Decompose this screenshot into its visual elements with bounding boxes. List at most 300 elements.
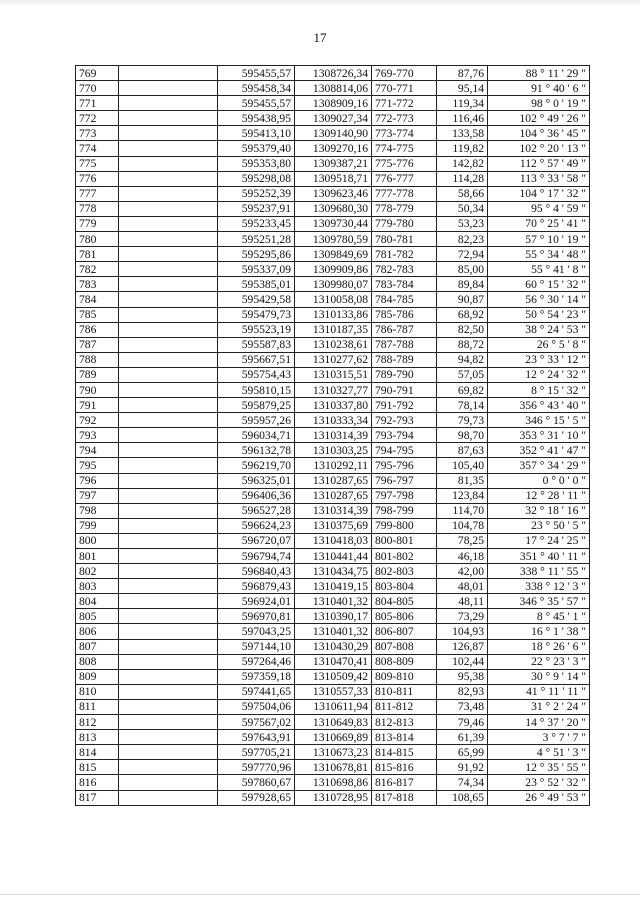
segment-cell: 803-804	[372, 579, 437, 594]
blank-cell	[119, 126, 218, 141]
point-number-cell: 771	[76, 96, 119, 111]
x-coordinate-cell: 595251,28	[218, 232, 295, 247]
blank-cell	[119, 503, 218, 518]
segment-cell: 794-795	[372, 443, 437, 458]
segment-cell: 810-811	[372, 684, 437, 699]
point-number-cell: 811	[76, 699, 119, 714]
segment-cell: 782-783	[372, 262, 437, 277]
table-row	[76, 443, 590, 458]
segment-cell: 775-776	[372, 156, 437, 171]
direction-angle-cell: 30 ° 9 ' 14 "	[488, 669, 590, 684]
point-number-cell: 770	[76, 81, 119, 96]
length-cell: 78,14	[437, 398, 488, 413]
x-coordinate-cell: 595252,39	[218, 186, 295, 201]
direction-angle-cell: 12 ° 28 ' 11 "	[488, 488, 590, 503]
table-row	[76, 322, 590, 337]
point-number-cell: 775	[76, 156, 119, 171]
y-coordinate-cell: 1309909,86	[295, 262, 372, 277]
y-coordinate-cell: 1310673,23	[295, 745, 372, 760]
point-number-cell: 802	[76, 564, 119, 579]
segment-cell: 816-817	[372, 775, 437, 790]
direction-angle-cell: 357 ° 34 ' 29 "	[488, 458, 590, 473]
x-coordinate-cell: 596219,70	[218, 458, 295, 473]
table-row	[76, 216, 590, 231]
y-coordinate-cell: 1310470,41	[295, 654, 372, 669]
length-cell: 126,87	[437, 639, 488, 654]
length-cell: 46,18	[437, 549, 488, 564]
segment-cell: 798-799	[372, 503, 437, 518]
point-number-cell: 801	[76, 549, 119, 564]
table-row	[76, 473, 590, 488]
x-coordinate-cell: 595455,57	[218, 96, 295, 111]
segment-cell: 781-782	[372, 247, 437, 262]
segment-cell: 799-800	[372, 518, 437, 533]
blank-cell	[119, 699, 218, 714]
x-coordinate-cell: 595523,19	[218, 322, 295, 337]
blank-cell	[119, 262, 218, 277]
direction-angle-cell: 104 ° 17 ' 32 "	[488, 186, 590, 201]
y-coordinate-cell: 1310314,39	[295, 428, 372, 443]
blank-cell	[119, 382, 218, 397]
blank-cell	[119, 760, 218, 775]
direction-angle-cell: 102 ° 20 ' 13 "	[488, 141, 590, 156]
blank-cell	[119, 669, 218, 684]
y-coordinate-cell: 1309623,46	[295, 186, 372, 201]
y-coordinate-cell: 1310292,11	[295, 458, 372, 473]
direction-angle-cell: 26 ° 5 ' 8 "	[488, 337, 590, 352]
table-row	[76, 609, 590, 624]
point-number-cell: 815	[76, 760, 119, 775]
blank-cell	[119, 549, 218, 564]
direction-angle-cell: 16 ° 1 ' 38 "	[488, 624, 590, 639]
direction-angle-cell: 17 ° 24 ' 25 "	[488, 533, 590, 548]
direction-angle-cell: 338 ° 11 ' 55 "	[488, 564, 590, 579]
x-coordinate-cell: 596132,78	[218, 443, 295, 458]
x-coordinate-cell: 597770,96	[218, 760, 295, 775]
segment-cell: 779-780	[372, 216, 437, 231]
direction-angle-cell: 113 ° 33 ' 58 "	[488, 171, 590, 186]
segment-cell: 791-792	[372, 398, 437, 413]
y-coordinate-cell: 1310133,86	[295, 307, 372, 322]
segment-cell: 804-805	[372, 594, 437, 609]
length-cell: 95,38	[437, 669, 488, 684]
point-number-cell: 794	[76, 443, 119, 458]
blank-cell	[119, 790, 218, 805]
table-row	[76, 745, 590, 760]
point-number-cell: 769	[76, 66, 119, 81]
length-cell: 98,70	[437, 428, 488, 443]
segment-cell: 815-816	[372, 760, 437, 775]
y-coordinate-cell: 1310315,51	[295, 367, 372, 382]
point-number-cell: 807	[76, 639, 119, 654]
direction-angle-cell: 88 ° 11 ' 29 "	[488, 66, 590, 81]
blank-cell	[119, 277, 218, 292]
table-row	[76, 775, 590, 790]
y-coordinate-cell: 1309270,16	[295, 141, 372, 156]
blank-cell	[119, 367, 218, 382]
table-row	[76, 488, 590, 503]
direction-angle-cell: 0 ° 0 ' 0 "	[488, 473, 590, 488]
blank-cell	[119, 66, 218, 81]
blank-cell	[119, 398, 218, 413]
blank-cell	[119, 473, 218, 488]
y-coordinate-cell: 1310238,61	[295, 337, 372, 352]
blank-cell	[119, 624, 218, 639]
blank-cell	[119, 443, 218, 458]
table-row	[76, 262, 590, 277]
table-row	[76, 247, 590, 262]
direction-angle-cell: 14 ° 37 ' 20 "	[488, 715, 590, 730]
table-row	[76, 307, 590, 322]
y-coordinate-cell: 1310401,32	[295, 624, 372, 639]
blank-cell	[119, 96, 218, 111]
point-number-cell: 809	[76, 669, 119, 684]
table-row	[76, 458, 590, 473]
x-coordinate-cell: 596527,28	[218, 503, 295, 518]
direction-angle-cell: 23 ° 50 ' 5 "	[488, 518, 590, 533]
table-row	[76, 715, 590, 730]
x-coordinate-cell: 595438,95	[218, 111, 295, 126]
blank-cell	[119, 307, 218, 322]
table-row	[76, 398, 590, 413]
length-cell: 69,82	[437, 382, 488, 397]
table-row	[76, 518, 590, 533]
direction-angle-cell: 102 ° 49 ' 26 "	[488, 111, 590, 126]
segment-cell: 772-773	[372, 111, 437, 126]
length-cell: 78,25	[437, 533, 488, 548]
blank-cell	[119, 81, 218, 96]
length-cell: 114,28	[437, 171, 488, 186]
y-coordinate-cell: 1310277,62	[295, 352, 372, 367]
point-number-cell: 795	[76, 458, 119, 473]
y-coordinate-cell: 1310434,75	[295, 564, 372, 579]
x-coordinate-cell: 595429,58	[218, 292, 295, 307]
blank-cell	[119, 730, 218, 745]
table-row	[76, 367, 590, 382]
length-cell: 82,50	[437, 322, 488, 337]
segment-cell: 777-778	[372, 186, 437, 201]
y-coordinate-cell: 1309849,69	[295, 247, 372, 262]
blank-cell	[119, 654, 218, 669]
y-coordinate-cell: 1309140,90	[295, 126, 372, 141]
segment-cell: 778-779	[372, 201, 437, 216]
length-cell: 79,73	[437, 413, 488, 428]
point-number-cell: 791	[76, 398, 119, 413]
direction-angle-cell: 56 ° 30 ' 14 "	[488, 292, 590, 307]
y-coordinate-cell: 1310728,95	[295, 790, 372, 805]
segment-cell: 771-772	[372, 96, 437, 111]
segment-cell: 813-814	[372, 730, 437, 745]
point-number-cell: 772	[76, 111, 119, 126]
point-number-cell: 783	[76, 277, 119, 292]
x-coordinate-cell: 597504,06	[218, 699, 295, 714]
direction-angle-cell: 22 ° 23 ' 3 "	[488, 654, 590, 669]
blank-cell	[119, 247, 218, 262]
length-cell: 82,93	[437, 684, 488, 699]
y-coordinate-cell: 1310187,35	[295, 322, 372, 337]
x-coordinate-cell: 597928,65	[218, 790, 295, 805]
direction-angle-cell: 32 ° 18 ' 16 "	[488, 503, 590, 518]
table-row	[76, 141, 590, 156]
table-row	[76, 654, 590, 669]
blank-cell	[119, 533, 218, 548]
direction-angle-cell: 60 ° 15 ' 32 "	[488, 277, 590, 292]
scan-top-edge	[0, 0, 640, 6]
x-coordinate-cell: 595385,01	[218, 277, 295, 292]
point-number-cell: 785	[76, 307, 119, 322]
blank-cell	[119, 518, 218, 533]
point-number-cell: 806	[76, 624, 119, 639]
x-coordinate-cell: 596970,81	[218, 609, 295, 624]
length-cell: 68,92	[437, 307, 488, 322]
direction-angle-cell: 55 ° 41 ' 8 "	[488, 262, 590, 277]
table-row	[76, 292, 590, 307]
direction-angle-cell: 104 ° 36 ' 45 "	[488, 126, 590, 141]
direction-angle-cell: 26 ° 49 ' 53 "	[488, 790, 590, 805]
y-coordinate-cell: 1310327,77	[295, 382, 372, 397]
blank-cell	[119, 775, 218, 790]
direction-angle-cell: 12 ° 24 ' 32 "	[488, 367, 590, 382]
direction-angle-cell: 356 ° 43 ' 40 "	[488, 398, 590, 413]
length-cell: 57,05	[437, 367, 488, 382]
x-coordinate-cell: 597043,25	[218, 624, 295, 639]
length-cell: 105,40	[437, 458, 488, 473]
x-coordinate-cell: 596840,43	[218, 564, 295, 579]
table-row	[76, 81, 590, 96]
blank-cell	[119, 745, 218, 760]
x-coordinate-cell: 595353,80	[218, 156, 295, 171]
length-cell: 53,23	[437, 216, 488, 231]
direction-angle-cell: 55 ° 34 ' 48 "	[488, 247, 590, 262]
x-coordinate-cell: 597860,67	[218, 775, 295, 790]
x-coordinate-cell: 595413,10	[218, 126, 295, 141]
point-number-cell: 790	[76, 382, 119, 397]
y-coordinate-cell: 1310314,39	[295, 503, 372, 518]
blank-cell	[119, 413, 218, 428]
blank-cell	[119, 216, 218, 231]
y-coordinate-cell: 1310678,81	[295, 760, 372, 775]
length-cell: 88,72	[437, 337, 488, 352]
point-number-cell: 777	[76, 186, 119, 201]
table-row	[76, 352, 590, 367]
direction-angle-cell: 8 ° 15 ' 32 "	[488, 382, 590, 397]
segment-cell: 800-801	[372, 533, 437, 548]
direction-angle-cell: 346 ° 15 ' 5 "	[488, 413, 590, 428]
x-coordinate-cell: 595379,40	[218, 141, 295, 156]
length-cell: 79,46	[437, 715, 488, 730]
segment-cell: 812-813	[372, 715, 437, 730]
table-row	[76, 156, 590, 171]
segment-cell: 793-794	[372, 428, 437, 443]
x-coordinate-cell: 597441,65	[218, 684, 295, 699]
length-cell: 42,00	[437, 564, 488, 579]
table-row	[76, 428, 590, 443]
segment-cell: 802-803	[372, 564, 437, 579]
table-row	[76, 96, 590, 111]
x-coordinate-cell: 596034,71	[218, 428, 295, 443]
table-row	[76, 533, 590, 548]
point-number-cell: 792	[76, 413, 119, 428]
x-coordinate-cell: 595667,51	[218, 352, 295, 367]
blank-cell	[119, 639, 218, 654]
point-number-cell: 784	[76, 292, 119, 307]
point-number-cell: 816	[76, 775, 119, 790]
direction-angle-cell: 18 ° 26 ' 6 "	[488, 639, 590, 654]
direction-angle-cell: 346 ° 35 ' 57 "	[488, 594, 590, 609]
direction-angle-cell: 98 ° 0 ' 19 "	[488, 96, 590, 111]
length-cell: 85,00	[437, 262, 488, 277]
point-number-cell: 788	[76, 352, 119, 367]
blank-cell	[119, 322, 218, 337]
segment-cell: 808-809	[372, 654, 437, 669]
x-coordinate-cell: 595879,25	[218, 398, 295, 413]
blank-cell	[119, 715, 218, 730]
y-coordinate-cell: 1308814,06	[295, 81, 372, 96]
segment-cell: 770-771	[372, 81, 437, 96]
y-coordinate-cell: 1310058,08	[295, 292, 372, 307]
y-coordinate-cell: 1310418,03	[295, 533, 372, 548]
point-number-cell: 789	[76, 367, 119, 382]
y-coordinate-cell: 1308909,16	[295, 96, 372, 111]
direction-angle-cell: 70 ° 25 ' 41 "	[488, 216, 590, 231]
table-row	[76, 579, 590, 594]
segment-cell: 787-788	[372, 337, 437, 352]
length-cell: 133,58	[437, 126, 488, 141]
y-coordinate-cell: 1309980,07	[295, 277, 372, 292]
page-number: 17	[313, 30, 327, 45]
length-cell: 73,48	[437, 699, 488, 714]
y-coordinate-cell: 1310430,29	[295, 639, 372, 654]
length-cell: 119,34	[437, 96, 488, 111]
x-coordinate-cell: 595233,45	[218, 216, 295, 231]
direction-angle-cell: 31 ° 2 ' 24 "	[488, 699, 590, 714]
table-row	[76, 760, 590, 775]
blank-cell	[119, 156, 218, 171]
length-cell: 48,11	[437, 594, 488, 609]
y-coordinate-cell: 1310401,32	[295, 594, 372, 609]
blank-cell	[119, 171, 218, 186]
length-cell: 116,46	[437, 111, 488, 126]
point-number-cell: 796	[76, 473, 119, 488]
point-number-cell: 817	[76, 790, 119, 805]
blank-cell	[119, 111, 218, 126]
segment-cell: 814-815	[372, 745, 437, 760]
length-cell: 114,70	[437, 503, 488, 518]
blank-cell	[119, 141, 218, 156]
table-row	[76, 382, 590, 397]
segment-cell: 773-774	[372, 126, 437, 141]
segment-cell: 801-802	[372, 549, 437, 564]
x-coordinate-cell: 595479,73	[218, 307, 295, 322]
segment-cell: 805-806	[372, 609, 437, 624]
length-cell: 102,44	[437, 654, 488, 669]
direction-angle-cell: 41 ° 11 ' 11 "	[488, 684, 590, 699]
direction-angle-cell: 3 ° 7 ' 7 "	[488, 730, 590, 745]
direction-angle-cell: 38 ° 24 ' 53 "	[488, 322, 590, 337]
x-coordinate-cell: 595295,86	[218, 247, 295, 262]
x-coordinate-cell: 595298,08	[218, 171, 295, 186]
segment-cell: 788-789	[372, 352, 437, 367]
point-number-cell: 787	[76, 337, 119, 352]
y-coordinate-cell: 1310333,34	[295, 413, 372, 428]
x-coordinate-cell: 597264,46	[218, 654, 295, 669]
point-number-cell: 774	[76, 141, 119, 156]
length-cell: 50,34	[437, 201, 488, 216]
direction-angle-cell: 50 ° 54 ' 23 "	[488, 307, 590, 322]
segment-cell: 809-810	[372, 669, 437, 684]
direction-angle-cell: 351 ° 40 ' 11 "	[488, 549, 590, 564]
length-cell: 104,93	[437, 624, 488, 639]
table-row	[76, 171, 590, 186]
point-number-cell: 778	[76, 201, 119, 216]
table-row	[76, 232, 590, 247]
segment-cell: 811-812	[372, 699, 437, 714]
blank-cell	[119, 201, 218, 216]
x-coordinate-cell: 595458,34	[218, 81, 295, 96]
length-cell: 72,94	[437, 247, 488, 262]
y-coordinate-cell: 1308726,34	[295, 66, 372, 81]
y-coordinate-cell: 1309027,34	[295, 111, 372, 126]
x-coordinate-cell: 596406,36	[218, 488, 295, 503]
y-coordinate-cell: 1310287,65	[295, 473, 372, 488]
segment-cell: 817-818	[372, 790, 437, 805]
x-coordinate-cell: 595237,91	[218, 201, 295, 216]
direction-angle-cell: 23 ° 52 ' 32 "	[488, 775, 590, 790]
segment-cell: 786-787	[372, 322, 437, 337]
table-row	[76, 684, 590, 699]
length-cell: 65,99	[437, 745, 488, 760]
x-coordinate-cell: 596794,74	[218, 549, 295, 564]
table-row	[76, 594, 590, 609]
x-coordinate-cell: 596325,01	[218, 473, 295, 488]
table-row	[76, 186, 590, 201]
direction-angle-cell: 353 ° 31 ' 10 "	[488, 428, 590, 443]
y-coordinate-cell: 1310698,86	[295, 775, 372, 790]
table-row	[76, 126, 590, 141]
x-coordinate-cell: 596879,43	[218, 579, 295, 594]
table-row	[76, 201, 590, 216]
length-cell: 91,92	[437, 760, 488, 775]
table-row	[76, 699, 590, 714]
table-row	[76, 413, 590, 428]
segment-cell: 806-807	[372, 624, 437, 639]
length-cell: 90,87	[437, 292, 488, 307]
blank-cell	[119, 186, 218, 201]
point-number-cell: 781	[76, 247, 119, 262]
segment-cell: 790-791	[372, 382, 437, 397]
direction-angle-cell: 23 ° 33 ' 12 "	[488, 352, 590, 367]
point-number-cell: 773	[76, 126, 119, 141]
blank-cell	[119, 609, 218, 624]
direction-angle-cell: 4 ° 51 ' 3 "	[488, 745, 590, 760]
segment-cell: 774-775	[372, 141, 437, 156]
y-coordinate-cell: 1310649,83	[295, 715, 372, 730]
x-coordinate-cell: 595754,43	[218, 367, 295, 382]
point-number-cell: 805	[76, 609, 119, 624]
y-coordinate-cell: 1310441,44	[295, 549, 372, 564]
table-row	[76, 277, 590, 292]
length-cell: 48,01	[437, 579, 488, 594]
point-number-cell: 782	[76, 262, 119, 277]
table-row	[76, 503, 590, 518]
point-number-cell: 780	[76, 232, 119, 247]
segment-cell: 769-770	[372, 66, 437, 81]
direction-angle-cell: 95 ° 4 ' 59 "	[488, 201, 590, 216]
point-number-cell: 813	[76, 730, 119, 745]
coordinates-table-body	[76, 66, 590, 806]
point-number-cell: 808	[76, 654, 119, 669]
x-coordinate-cell: 597643,91	[218, 730, 295, 745]
